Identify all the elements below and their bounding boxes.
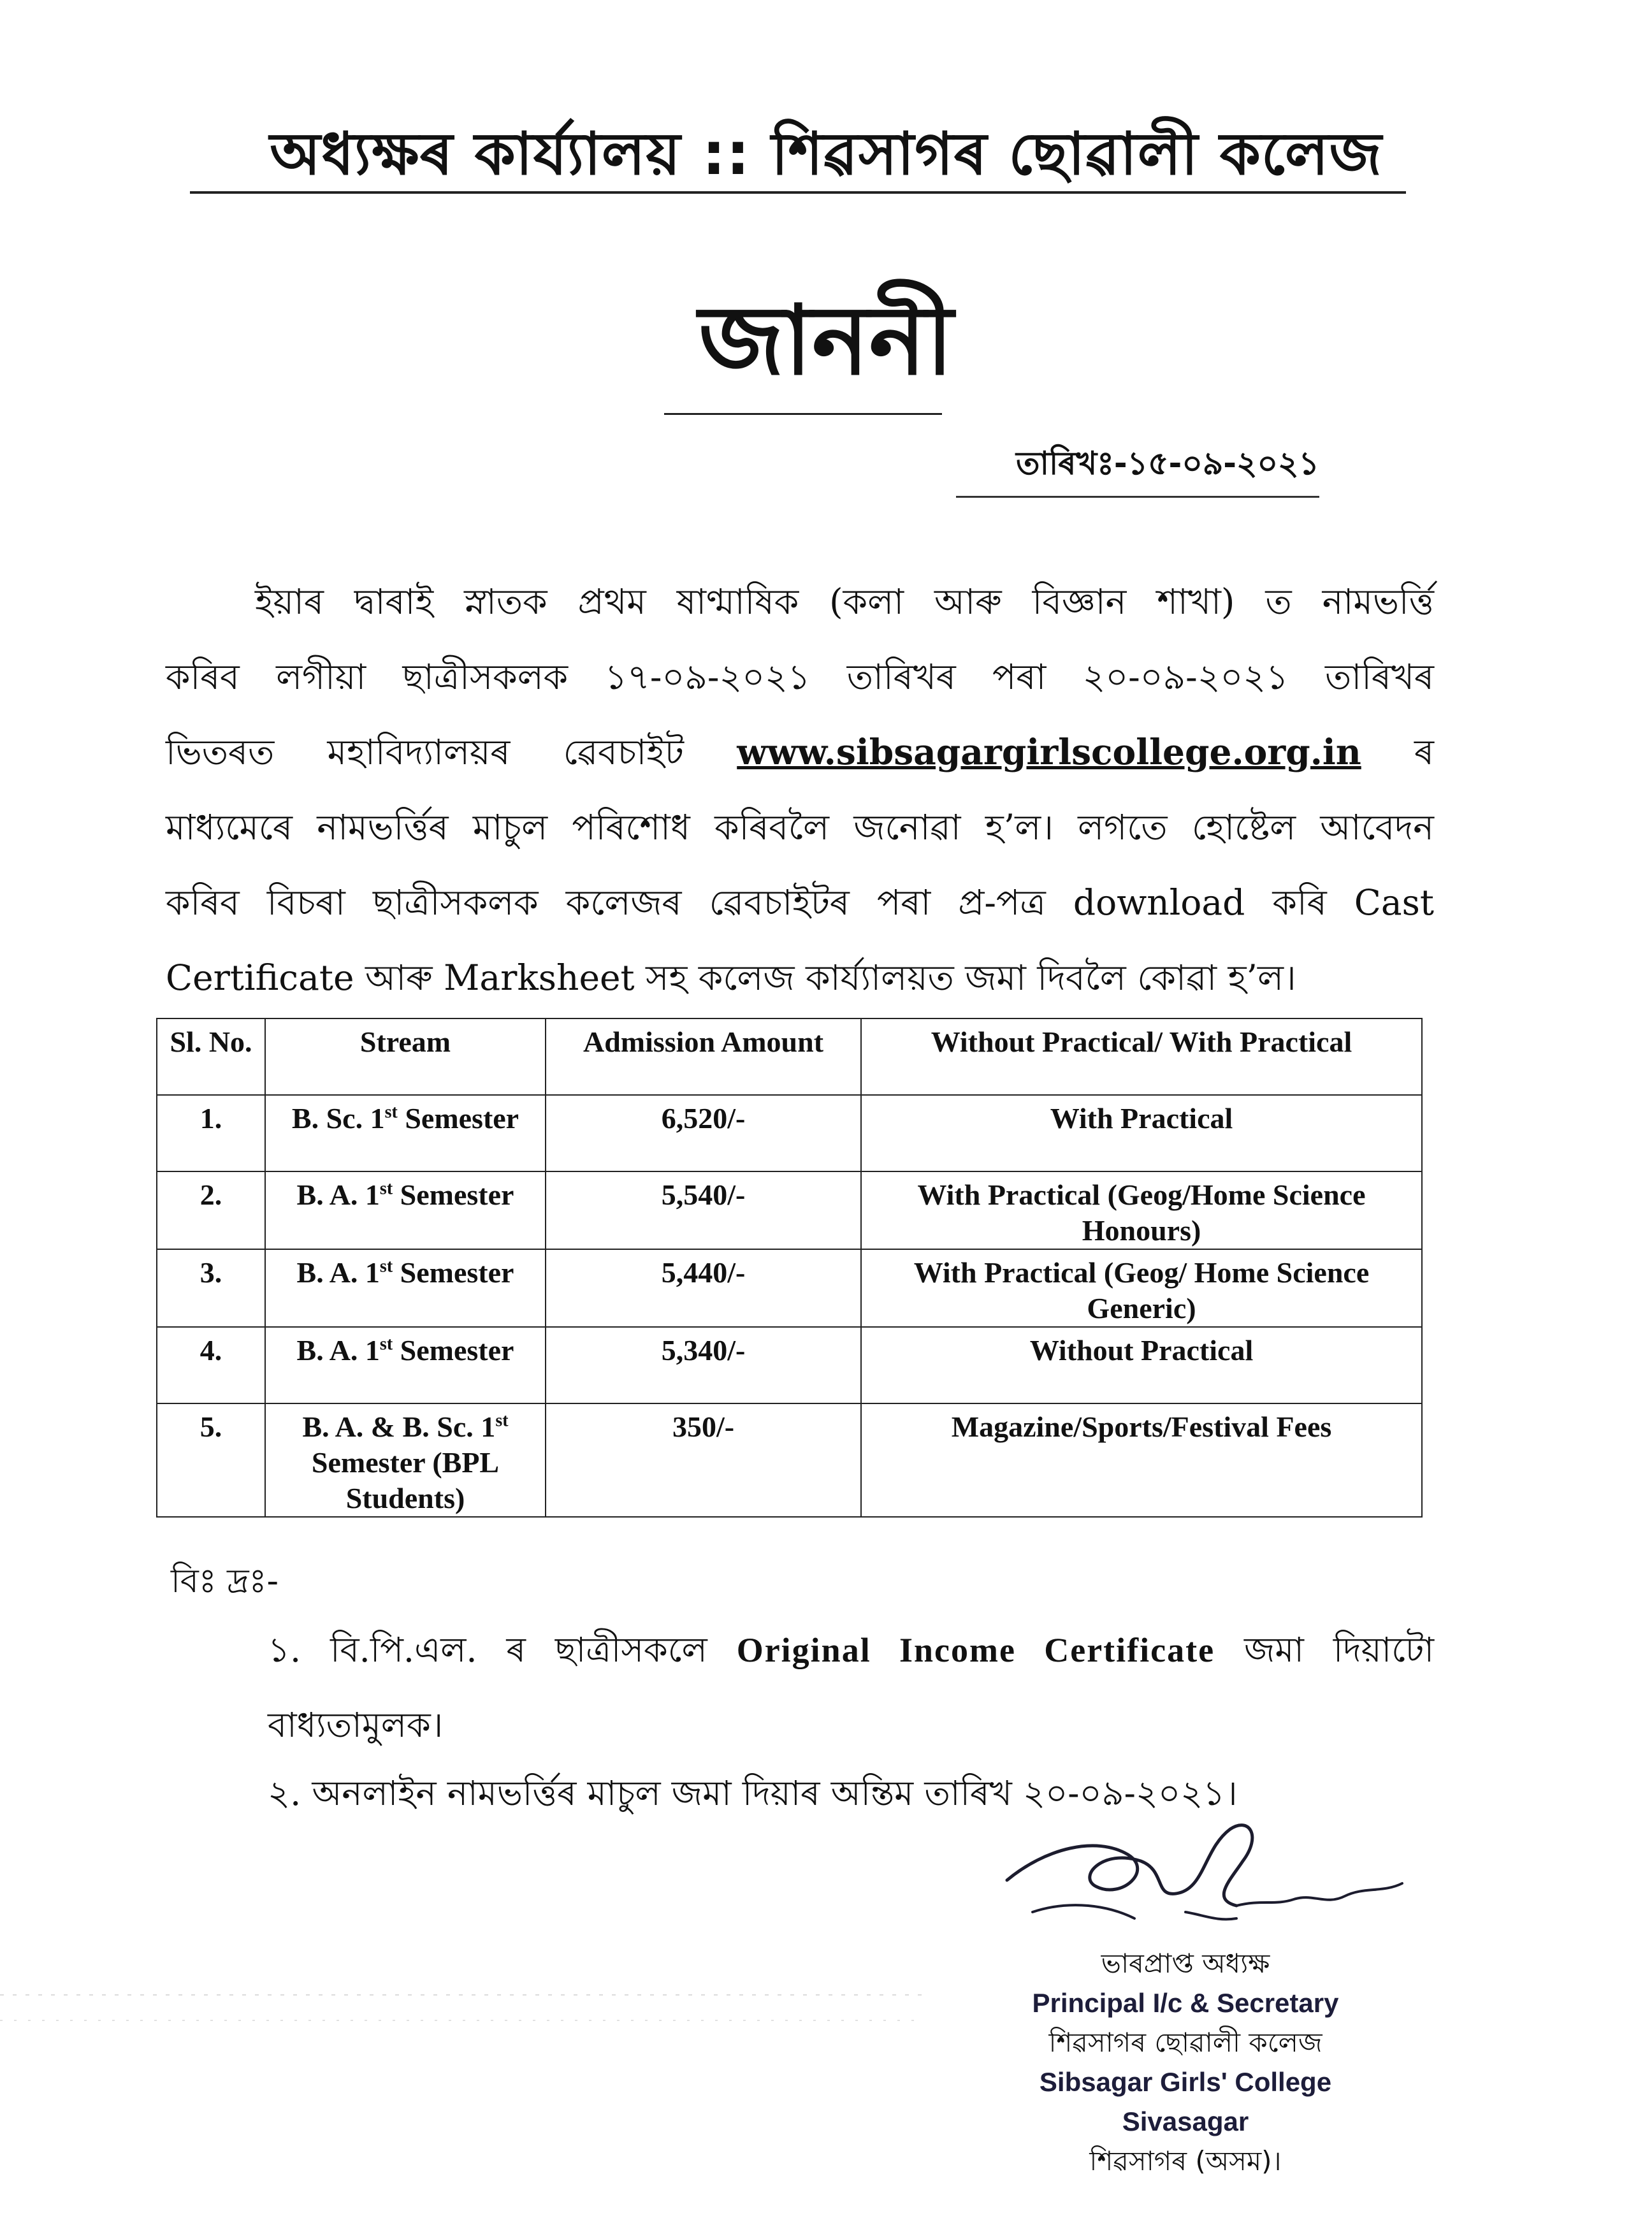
col-header-practical: Without Practical/ With Practical (861, 1018, 1422, 1095)
table-row (157, 1327, 1422, 1403)
col-header-sl: Sl. No. (157, 1018, 265, 1095)
signature-block (956, 1944, 1415, 2181)
cell-amount: 350/- (546, 1403, 861, 1517)
notice-title: জাননী (699, 286, 953, 396)
cell-amount: 6,520/- (546, 1095, 861, 1171)
stamp-place: Sivasagar (1122, 2106, 1249, 2136)
designation-bn: ভাৰপ্ৰাপ্ত অধ্যক্ষ (1101, 1948, 1270, 1979)
cell-sl: 2. (157, 1171, 265, 1249)
cell-stream: B. A. 1st Semester (265, 1171, 546, 1249)
stamp-designation: Principal I/c & Secretary (1032, 1988, 1339, 2018)
body-line-1: ইয়াৰ দ্বাৰাই স্নাতক প্ৰথম ষাণ্মাষিক (কলা আৰু বিজ্ঞান শাখা) ত নামভৰ্ত্তি (255, 581, 1434, 622)
cell-practical: With Practical (861, 1095, 1422, 1171)
cell-stream: B. A. 1st Semester (265, 1249, 546, 1327)
cell-amount: 5,540/- (546, 1171, 861, 1249)
cell-sl: 1. (157, 1095, 265, 1171)
notes-heading: বিঃ দ্ৰঃ- (171, 1562, 279, 1600)
handwritten-signature (994, 1810, 1415, 1938)
date-underline (956, 496, 1319, 498)
cell-practical: Magazine/Sports/Festival Fees (861, 1403, 1422, 1517)
notice-title-underline (664, 413, 942, 415)
table-header-row (157, 1018, 1422, 1095)
table-row (157, 1249, 1422, 1327)
cell-stream: B. A. & B. Sc. 1st Semester (BPL Students) (265, 1403, 546, 1517)
col-header-amount: Admission Amount (546, 1018, 861, 1095)
body-line-4: মাধ্যমেৰে নামভৰ্ত্তিৰ মাচুল পৰিশোধ কৰিবলৈ জনোৱা হ’ল। লগতে হোষ্টেল আবেদন (166, 807, 1434, 848)
admission-fee-table (156, 1018, 1423, 1518)
cell-sl: 3. (157, 1249, 265, 1327)
cell-practical: Without Practical (861, 1327, 1422, 1403)
college-name-bn: শিৱসাগৰ ছোৱালী কলেজ (1048, 2027, 1322, 2058)
body-line-6: Certificate আৰু Marksheet সহ কলেজ কাৰ্য্যালয়ত জমা দিবলৈ কোৱা হ’ল। (166, 957, 1296, 998)
cell-sl: 5. (157, 1403, 265, 1517)
cell-amount: 5,340/- (546, 1327, 861, 1403)
table-row (157, 1171, 1422, 1249)
header-divider (190, 191, 1406, 194)
note-1-continued: বাধ্যতামুলক। (268, 1705, 444, 1745)
note-2: ২. অনলাইন নামভৰ্ত্তিৰ মাচুল জমা দিয়াৰ অন্তিম তাৰিখ ২০-০৯-২০২১। (268, 1773, 1238, 1813)
table-row (157, 1095, 1422, 1171)
table-row (157, 1403, 1422, 1517)
body-line-3: ভিতৰত মহাবিদ্যালয়ৰ ৱেবচাইট www.sibsagargirlscollege.org.in ৰ (166, 731, 1434, 772)
office-title: অধ্যক্ষৰ কাৰ্য্যালয় :: শিৱসাগৰ ছোৱালী কলেজ (270, 120, 1382, 188)
place-bn: শিৱসাগৰ (অসম)। (1089, 2145, 1282, 2177)
cell-sl: 4. (157, 1327, 265, 1403)
notice-date: তাৰিখঃ-১৫-০৯-২০২১ (1015, 445, 1319, 482)
cell-amount: 5,440/- (546, 1249, 861, 1327)
scan-artifact (0, 1969, 924, 2046)
cell-practical: With Practical (Geog/ Home Science Generic) (861, 1249, 1422, 1327)
stamp-college-name: Sibsagar Girls' College (1039, 2067, 1332, 2097)
body-line-2: কৰিব লগীয়া ছাত্ৰীসকলক ১৭-০৯-২০২১ তাৰিখৰ পৰা ২০-০৯-২০২১ তাৰিখৰ (166, 656, 1434, 697)
cell-stream: B. A. 1st Semester (265, 1327, 546, 1403)
cell-practical: With Practical (Geog/Home Science Honours) (861, 1171, 1422, 1249)
note-1: ১. বি.পি.এল. ৰ ছাত্ৰীসকলে Original Income Certificate জমা দিয়াটো (268, 1630, 1434, 1670)
cell-stream: B. Sc. 1st Semester (265, 1095, 546, 1171)
body-line-5: কৰিব বিচৰা ছাত্ৰীসকলক কলেজৰ ৱেবচাইটৰ পৰা প্ৰ-পত্ৰ download কৰি Cast (166, 882, 1434, 923)
college-website-link[interactable]: www.sibsagargirlscollege.org.in (737, 731, 1361, 772)
col-header-stream: Stream (265, 1018, 546, 1095)
